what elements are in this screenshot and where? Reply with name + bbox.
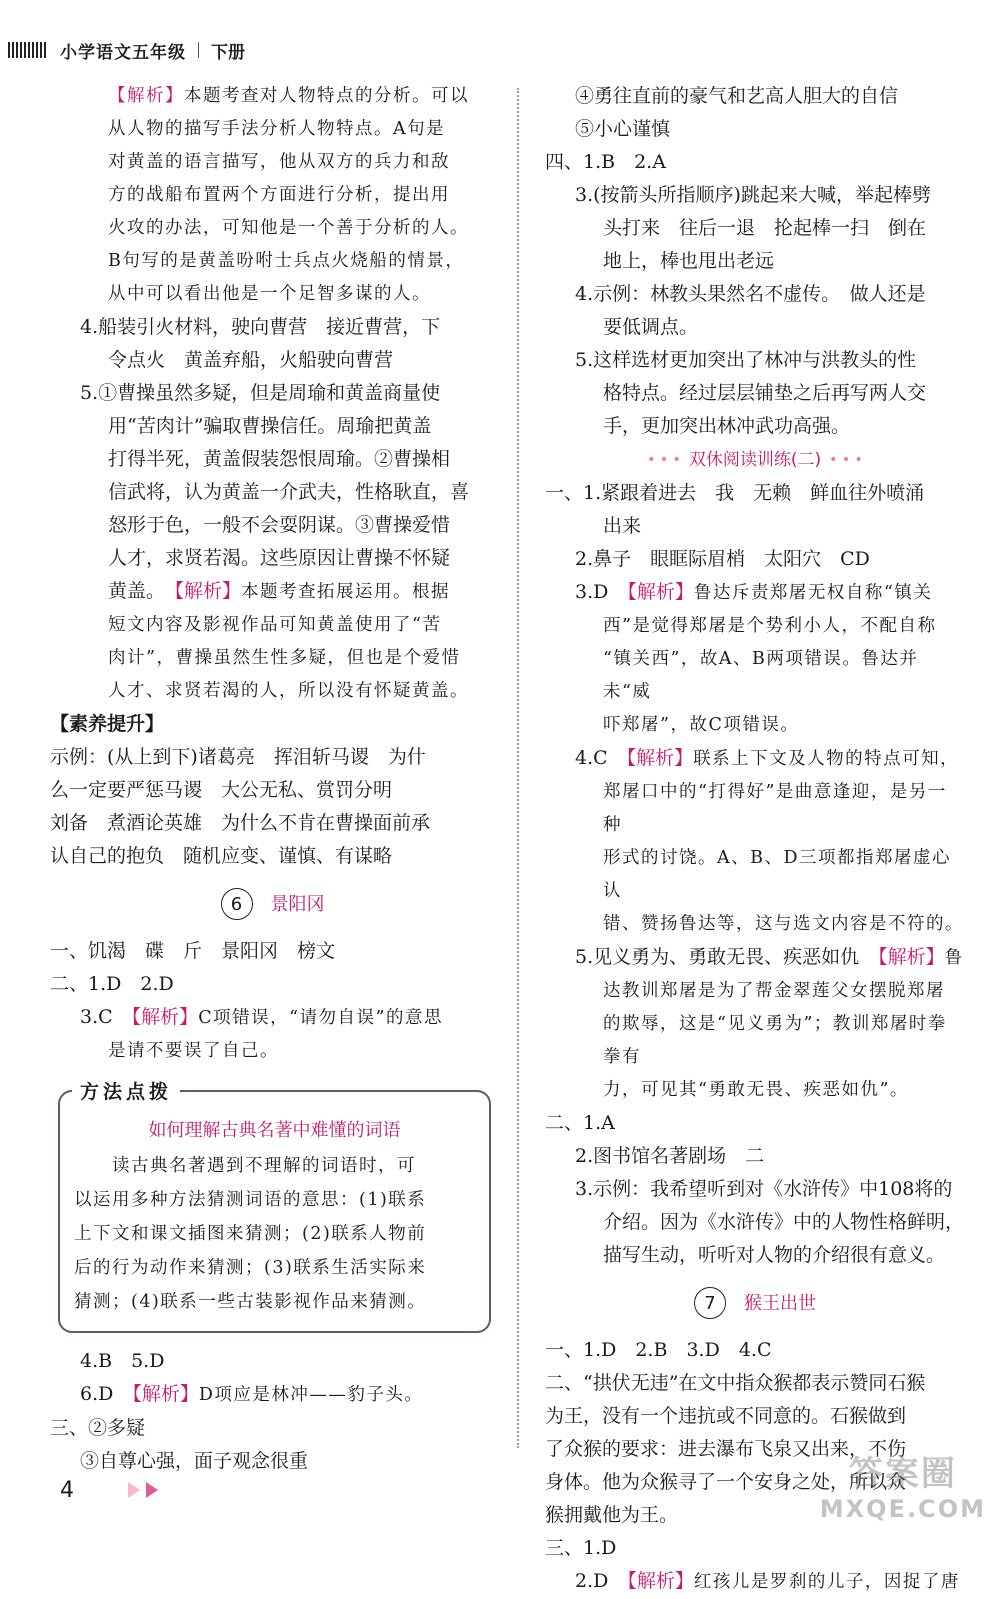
lesson-heading-6 <box>50 879 495 929</box>
answer-line: 二、1.A <box>545 1112 615 1134</box>
right-column <box>545 80 965 1599</box>
answer-line: 4.B 5.D <box>80 1350 165 1372</box>
text-line: 达教训郑屠是为了帮金翠莲父女摆脱郑屠 <box>603 981 945 1001</box>
answer-line <box>545 1565 965 1599</box>
answer-line: 二、“拱伏无违”在文中指众猴都表示赞同石猴 <box>545 1372 926 1394</box>
text-line: “镇关西”，故A、B两项错误。鲁达并未“威 <box>603 649 919 702</box>
answer-line <box>545 576 965 610</box>
column-divider <box>517 88 519 1448</box>
text-line: 是请不要误了自己。 <box>108 1041 279 1061</box>
analysis-tag: 【解析】 <box>626 747 694 769</box>
text-line: 从中可以看出他是一个足智多谋的人。 <box>108 284 431 304</box>
text-line: 西”是觉得郑屠是个势利小人，不配自称 <box>603 616 937 636</box>
analysis-tag: 【解析】 <box>131 1006 199 1028</box>
text-line <box>50 80 495 113</box>
lesson-heading-7 <box>545 1278 965 1328</box>
left-column <box>50 80 495 1478</box>
answer-line: 要低调点。 <box>603 316 699 338</box>
text-line: 上下文和课文插图来猜测；(2)联系人物前 <box>74 1224 427 1244</box>
barcode-decoration <box>8 42 48 58</box>
answer-line: 3.(按箭头所指顺序)跳起来大喊，举起棒劈 <box>575 184 931 206</box>
analysis-tag: 【解析】 <box>627 581 694 603</box>
text-line: 的欺辱，这是“见义勇为”；教训郑屠时拳拳有 <box>603 1014 947 1067</box>
answer-line: 身体。他为众猴寻了一个安身之处，所以众 <box>545 1471 907 1493</box>
answer-line: ③自尊心强，面子观念很重 <box>80 1450 309 1472</box>
text-line: 肉计”，曹操虽然生性多疑，但也是个爱惜 <box>108 648 461 668</box>
answer-line: 描写生动，听听对人物的介绍很有意义。 <box>603 1244 946 1266</box>
text-line: B句写的是黄盖吩咐士兵点火烧船的情景， <box>108 251 465 271</box>
text-line: 形式的讨饶。A、B、D三项都指郑屠虚心认 <box>603 848 952 901</box>
answer-line <box>545 742 965 776</box>
answer-line: 用“苦肉计”骗取曹操信任。周瑜把黄盖 <box>108 415 432 437</box>
lesson-number: 7 <box>694 1287 726 1319</box>
text-line: 吓郑屠”，故C项错误。 <box>603 715 800 735</box>
analysis-block-lesson5 <box>50 80 495 311</box>
answer-line: 介绍。因为《水浒传》中的人物性格鲜明， <box>603 1211 965 1233</box>
analysis-tag: 【解析】 <box>132 1383 199 1405</box>
method-tips-box <box>58 1081 491 1333</box>
text-line: 以运用多种方法猜测词语的意思：(1)联系 <box>74 1190 427 1210</box>
analysis-text: 鲁 <box>944 948 964 968</box>
answer-line: 4.船装引火材料，驶向曹营 接近曹营，下 <box>80 316 441 338</box>
text-line: 错、赞扬鲁达等，这与选文内容是不符的。 <box>603 914 964 934</box>
answer-text: 5.见义勇为、勇敢无畏、疾恶如仇 <box>575 946 879 968</box>
answer-text: 3.D <box>575 581 628 603</box>
answer-line: 三、②多疑 <box>50 1417 146 1439</box>
text-line: 郑屠口中的“打得好”是曲意逢迎，是另一种 <box>603 782 947 835</box>
answer-line: 人才，求贤若渴。这些原因让曹操不怀疑 <box>108 547 451 569</box>
answer-line: 了众猴的要求：进去瀑布飞泉又出来，不伤 <box>545 1438 907 1460</box>
answer-line: 一、1.D 2.B 3.D 4.C <box>545 1339 772 1361</box>
banner-dots-right: • • • <box>829 451 863 468</box>
watermark-line1: 答案圈 <box>848 1454 957 1494</box>
answer-text: 黄盖。 <box>108 580 175 602</box>
method-tips-body <box>74 1149 475 1319</box>
text-line: 短文内容及影视作品可知黄盖使用了“苦 <box>108 615 442 635</box>
answer-line: 出来 <box>603 515 642 537</box>
banner-dots-left: • • • <box>647 451 681 468</box>
lesson-title: 猴王出世 <box>744 1292 816 1314</box>
answer-line: 5.这样选材更加突出了林冲与洪教头的性 <box>575 349 917 371</box>
answer-text: 3.C <box>80 1006 132 1028</box>
answer-line <box>50 1001 495 1035</box>
answer-line: 二、1.D 2.D <box>50 973 174 995</box>
text-line: 猜测；(4)联系一些古装影视作品来猜测。 <box>74 1292 427 1312</box>
text-line: 火攻的办法，可知他是一个善于分析的人。 <box>108 218 469 238</box>
analysis-tag: 【解析】 <box>878 946 945 968</box>
text-line: 后的行为动作来猜测；(3)联系生活实际来 <box>74 1258 427 1278</box>
text-line: 方的战船布置两个方面进行分析，提出用 <box>108 185 450 205</box>
answer-line: ④勇往直前的豪气和艺高人胆大的自信 <box>575 85 899 107</box>
analysis-tag: 【解析】 <box>108 86 184 106</box>
lesson-title: 景阳冈 <box>270 893 325 915</box>
header-volume: 下册 <box>211 42 245 63</box>
answer-line: 怒形于色，一般不会耍阴谋。③曹操爱惜 <box>108 514 451 536</box>
answer-line: 信武将，认为黄盖一介武夫，性格耿直，喜 <box>108 481 470 503</box>
answer-line: 一、饥渴 碟 斤 景阳冈 榜文 <box>50 940 336 962</box>
answer-line: 2.鼻子 眼眶际眉梢 太阳穴 CD <box>575 548 870 570</box>
banner-title: 双休阅读训练(二) <box>688 449 822 470</box>
watermark-line2: MXQE.COM <box>819 1495 986 1523</box>
analysis-text: 本题考查对人物特点的分析。可以 <box>184 86 469 106</box>
answer-line <box>50 1378 495 1412</box>
analysis-text: D项应是林冲——豹子头。 <box>198 1385 424 1405</box>
text-line: 读古典名著遇到不理解的词语时，可 <box>74 1156 416 1176</box>
text-line: 力，可见其“勇敢无畏、疾恶如仇”。 <box>603 1080 909 1100</box>
analysis-tag: 【解析】 <box>174 580 242 602</box>
answer-line: ⑤小心谨慎 <box>575 118 671 140</box>
answer-line: 为王，没有一个违抗或不同意的。石猴做到 <box>545 1405 907 1427</box>
page-number: 4 <box>60 1478 74 1503</box>
page-header <box>8 38 245 62</box>
header-separator <box>198 42 199 58</box>
section-heading-suyang: 【素养提升】 <box>50 713 165 735</box>
text-line: 对黄盖的语言描写，他从双方的兵力和敌 <box>108 152 450 172</box>
answer-line: 四、1.B 2.A <box>545 151 666 173</box>
page-arrows-decoration <box>128 1482 164 1498</box>
answer-line: 刘备 煮酒论英雄 为什么不肯在曹操面前承 <box>50 812 431 834</box>
answer-line: 格特点。经过层层铺垫之后再写两人交 <box>603 382 927 404</box>
answer-line: 么一定要严惩马谡 大公无私、赏罚分明 <box>50 779 393 801</box>
answer-line: 头打来 往后一退 抡起棒一扫 倒在 <box>603 217 927 239</box>
answer-line <box>545 941 965 975</box>
answer-line: 3.示例：我希望听到对《水浒传》中108将的 <box>575 1178 953 1200</box>
arrow-icon <box>146 1482 158 1498</box>
answer-text: 6.D <box>80 1383 133 1405</box>
analysis-text: 本题考查拓展运用。根据 <box>241 582 451 602</box>
answer-line: 示例：(从上到下)诸葛亮 挥泪斩马谡 为什 <box>50 746 426 768</box>
answer-line <box>50 575 495 609</box>
arrow-icon <box>128 1482 140 1498</box>
analysis-text: 红孩儿是罗刹的儿子，因捉了唐 <box>693 1572 960 1592</box>
text-line: 从人物的描写手法分析人物特点。A句是 <box>108 119 446 139</box>
answer-line: 手，更加突出林冲武功高强。 <box>603 415 851 437</box>
header-title: 小学语文五年级 <box>60 42 186 63</box>
text-line: 人才、求贤若渴的人，所以没有怀疑黄盖。 <box>108 681 469 701</box>
lesson-number: 6 <box>221 888 253 920</box>
analysis-text: C项错误，“请勿自误”的意思 <box>198 1008 443 1028</box>
answer-line: 三、1.D <box>545 1537 617 1559</box>
answer-text: 4.C <box>575 747 627 769</box>
answer-line: 打得半死，黄盖假装怨恨周瑜。②曹操相 <box>108 448 451 470</box>
answer-text: 2.D <box>575 1570 628 1592</box>
answer-line: 令点火 黄盖弃船，火船驶向曹营 <box>108 349 394 371</box>
analysis-text: 联系上下文及人物的特点可知， <box>693 749 960 769</box>
watermark-logo <box>820 1446 986 1523</box>
answer-line: 地上，棒也甩出老远 <box>603 250 775 272</box>
answer-line: 5.①曹操虽然多疑，但是周瑜和黄盖商量使 <box>80 382 441 404</box>
answer-line: 2.图书馆名著剧场 二 <box>575 1145 765 1167</box>
answer-line: 猴拥戴他为王。 <box>545 1504 679 1526</box>
answer-line: 一、1.紧跟着进去 我 无赖 鲜血往外喷涌 <box>545 482 925 504</box>
analysis-text: 鲁达斥责郑屠无权自称“镇关 <box>693 583 933 603</box>
answer-line: 4.示例：林教头果然名不虚传。 做人还是 <box>575 283 926 305</box>
analysis-tag: 【解析】 <box>627 1570 694 1592</box>
method-tips-subtitle: 如何理解古典名著中难懂的词语 <box>148 1120 401 1141</box>
method-tips-label: 方法点拨 <box>72 1076 180 1109</box>
weekend-reading-banner <box>545 443 965 477</box>
answer-line: 认自己的抱负 随机应变、谨慎、有谋略 <box>50 845 393 867</box>
